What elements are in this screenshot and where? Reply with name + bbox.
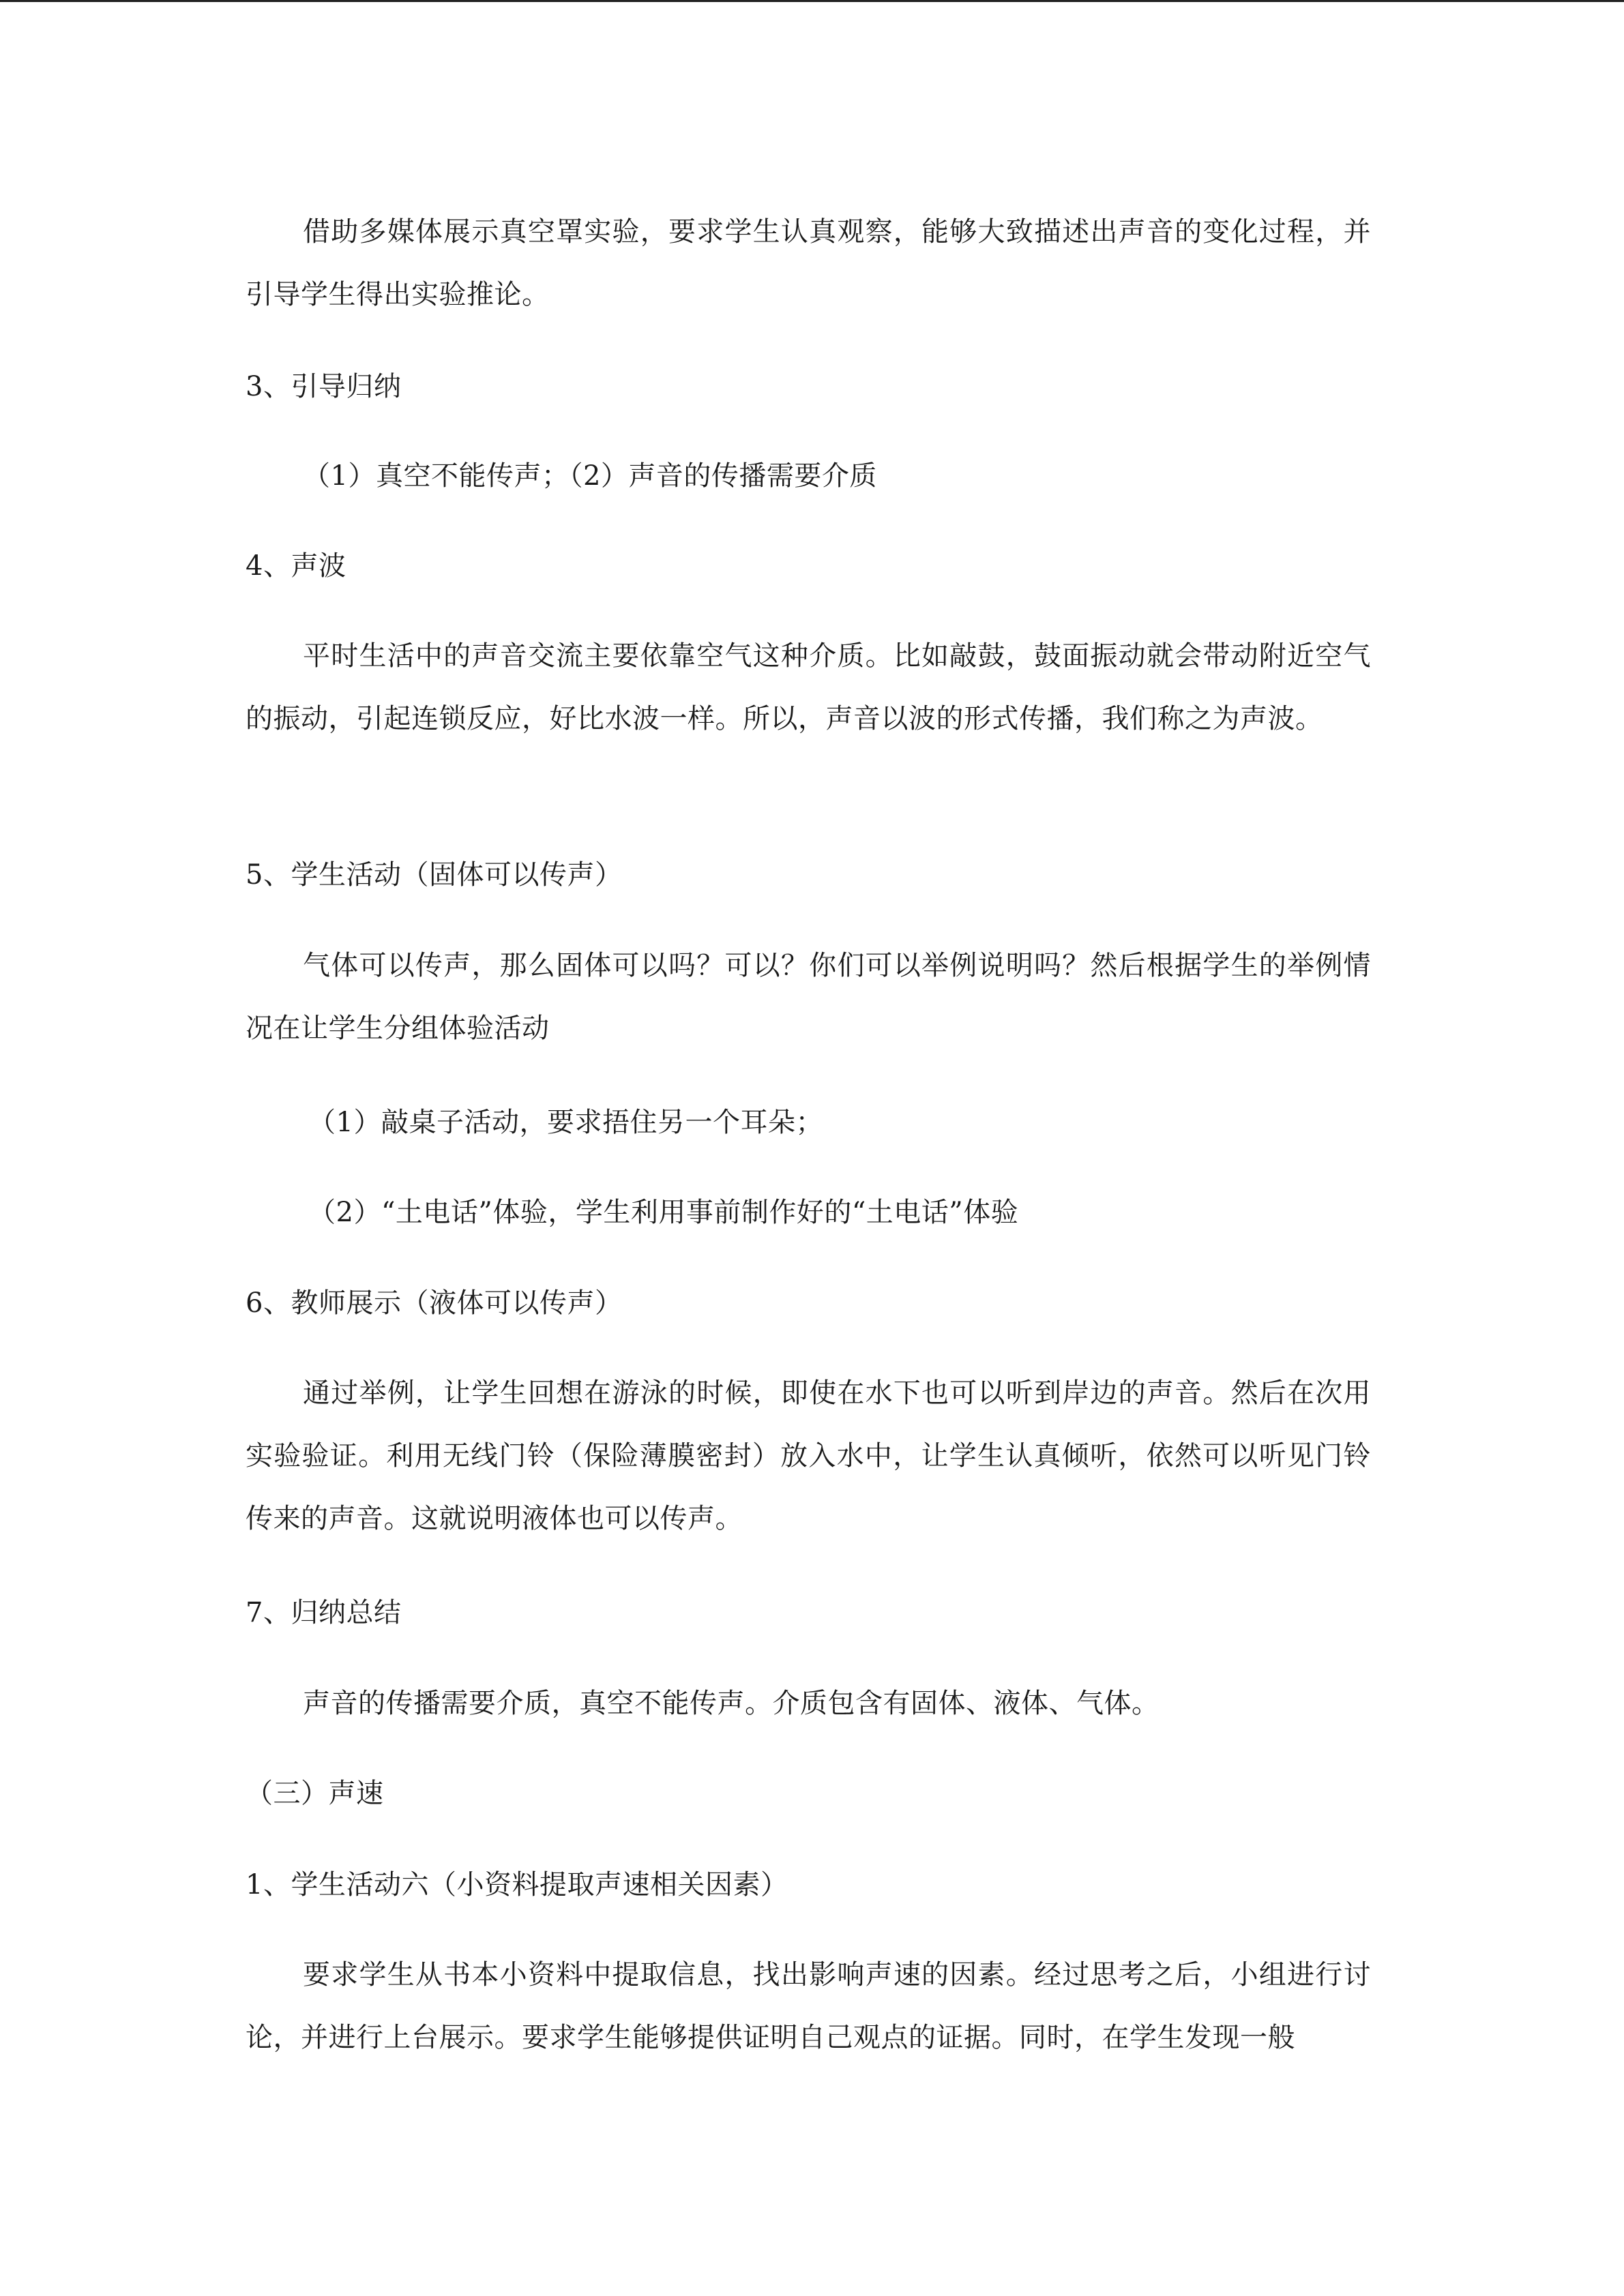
paragraph-summary: 声音的传播需要介质，真空不能传声。介质包含有固体、液体、气体。 (303, 1688, 1160, 1719)
paragraph-speed-factors: 要求学生从书本小资料中提取信息，找出影响声速的因素。经过思考之后，小组进行讨论，并进行上台展示。要求学生能够提供证明自己观点的证据。同时，在学生发现一般 (246, 1959, 1371, 2053)
paragraph-sound-waves: 平时生活中的声音交流主要依靠空气这种介质。比如敲鼓，鼓面振动就会带动附近空气的振动，引起连锁反应，好比水波一样。所以，声音以波的形式传播，我们称之为声波。 (246, 640, 1371, 734)
heading-guided-summary: 3、引导归纳 (246, 371, 402, 402)
paragraph-liquids-transmit-sound: 通过举例，让学生回想在游泳的时候，即使在水下也可以听到岸边的声音。然后在次用实验验证。利用无线门铃（保险薄膜密封）放入水中，让学生认真倾听，依然可以听见门铃传来的声音。这就说明液体也可以传声。 (246, 1377, 1371, 1534)
heading-teacher-demo-liquids: 6、教师展示（液体可以传声） (246, 1287, 623, 1319)
list-item-knock-table: （1）敲桌子活动，要求捂住另一个耳朵； (308, 1107, 823, 1138)
heading-student-activity-solids: 5、学生活动（固体可以传声） (246, 859, 623, 891)
list-item-conclusions: （1）真空不能传声；（2）声音的传播需要介质 (303, 460, 877, 492)
paragraph-vacuum-experiment: 借助多媒体展示真空罩实验，要求学生认真观察，能够大致描述出声音的变化过程，并引导学生得出实验推论。 (246, 216, 1371, 310)
paragraph-solids-transmit-sound: 气体可以传声，那么固体可以吗？可以？你们可以举例说明吗？然后根据学生的举例情况在让学生分组体验活动 (246, 950, 1371, 1044)
heading-summary: 7、归纳总结 (246, 1597, 402, 1628)
heading-sound-waves: 4、声波 (246, 550, 346, 582)
list-item-tin-can-phone: （2）“土电话”体验，学生利用事前制作好的“土电话”体验 (308, 1197, 1019, 1228)
section-heading-speed-of-sound: （三）声速 (246, 1778, 384, 1809)
heading-student-activity-six: 1、学生活动六（小资料提取声速相关因素） (246, 1869, 788, 1900)
page-top-border (0, 0, 1624, 2)
